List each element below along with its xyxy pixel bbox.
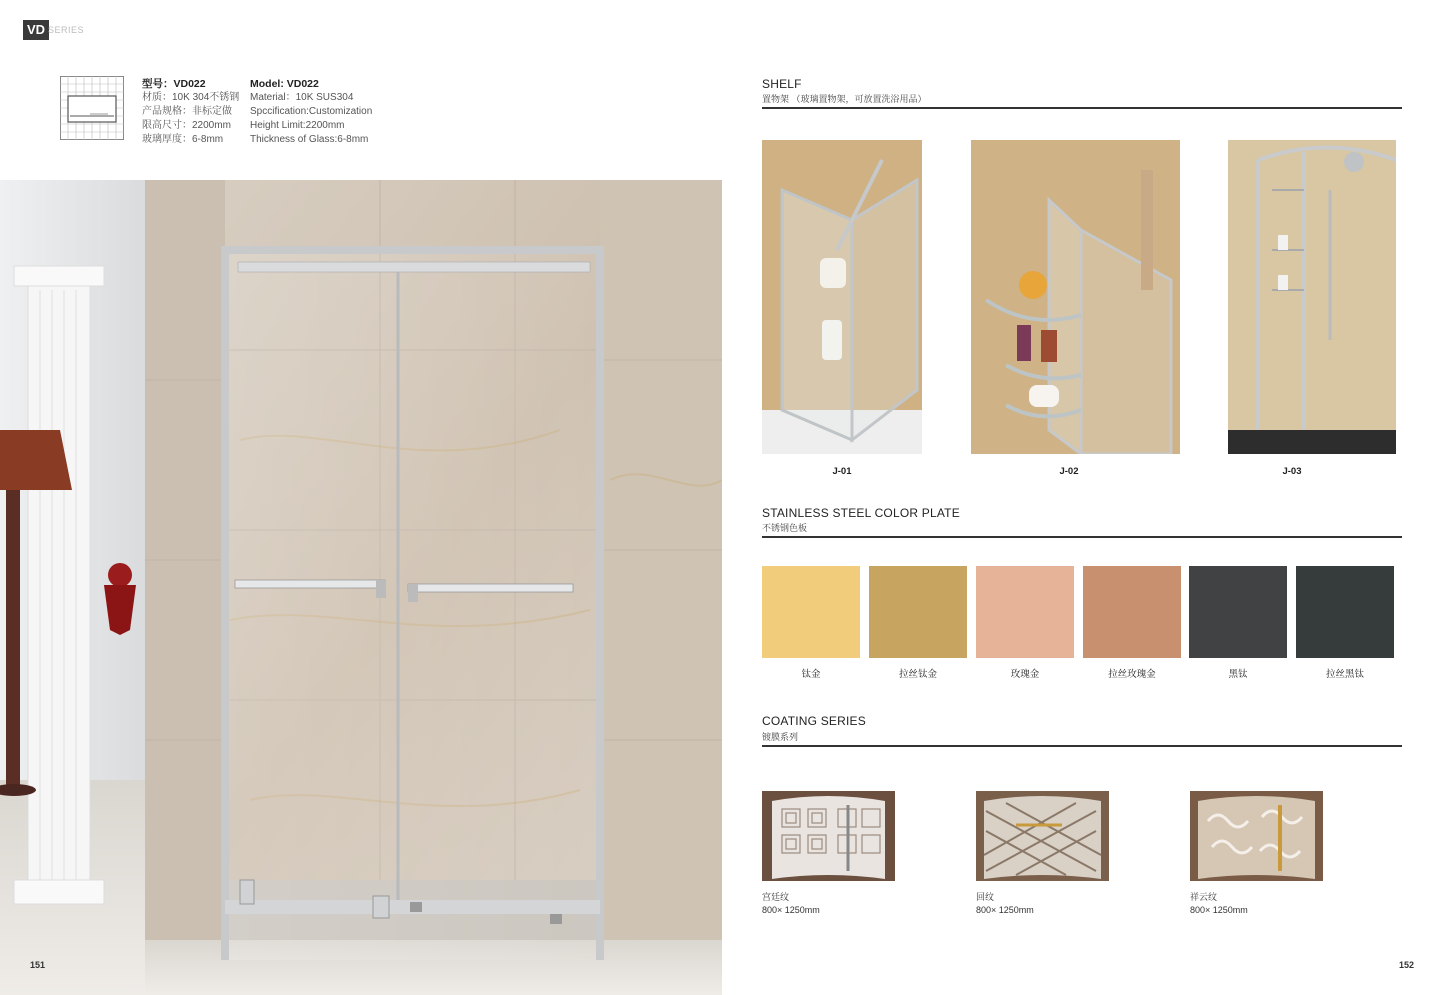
swatch-label: 拉丝玫瑰金 xyxy=(1108,669,1156,680)
spec-line: Material：10K SUS304 xyxy=(250,92,354,103)
coating-size: 800× 1250mm xyxy=(976,905,1034,915)
spec-cn xyxy=(142,77,239,147)
coating-sample-palace xyxy=(762,791,895,881)
coating-name: 祥云纹 xyxy=(1190,892,1218,902)
coating-size: 800× 1250mm xyxy=(762,905,820,915)
swatch-titanium-gold xyxy=(762,566,860,658)
shelf-code: J-03 xyxy=(1282,466,1302,477)
coating-sample-cloud xyxy=(1190,791,1323,881)
coating-title: COATING SERIES xyxy=(762,714,866,728)
coating-name: 回纹 xyxy=(976,892,995,902)
shelf-code: J-01 xyxy=(832,466,852,477)
shelf-code: J-02 xyxy=(1059,466,1079,477)
swatch-label: 黑钛 xyxy=(1228,669,1248,680)
color-plate-divider xyxy=(762,536,1402,538)
coating-subtitle: 镀膜系列 xyxy=(762,732,799,742)
floor-plan-icon xyxy=(60,76,124,140)
spec-line: 限高尺寸：2200mm xyxy=(142,120,231,131)
swatch-label: 拉丝黑钛 xyxy=(1325,669,1364,680)
spec-line: Thickness of Glass:6-8mm xyxy=(250,134,369,145)
swatch-brushed-black-titanium xyxy=(1296,566,1394,658)
color-plate-subtitle: 不锈钢色板 xyxy=(762,523,808,533)
swatch-label: 玫瑰金 xyxy=(1010,669,1040,680)
shelf-photo-j02 xyxy=(971,140,1180,454)
spec-line: Spcсification:Customization xyxy=(250,106,373,117)
series-badge: VD xyxy=(23,20,49,40)
spec-en xyxy=(250,77,372,147)
spec-line: 玻璃厚度：6-8mm xyxy=(142,134,224,145)
coating-name: 宫廷纹 xyxy=(762,892,790,902)
model-title-cn: 型号：VD022 xyxy=(142,78,206,90)
swatch-black-titanium xyxy=(1189,566,1287,658)
series-label: SERIES xyxy=(48,25,85,35)
shelf-photo-j03 xyxy=(1228,140,1396,454)
shelf-title: SHELF xyxy=(762,77,802,91)
swatch-brushed-rose-gold xyxy=(1083,566,1181,658)
color-plate-title: STAINLESS STEEL COLOR PLATE xyxy=(762,506,960,520)
shelf-photo-j01 xyxy=(762,140,922,454)
page-number-right: 152 xyxy=(1399,960,1415,970)
coating-size: 800× 1250mm xyxy=(1190,905,1248,915)
shelf-subtitle: 置物架 （玻璃置物架，可放置洗浴用品） xyxy=(762,94,927,104)
shower-room-photo xyxy=(0,180,722,995)
model-title-en: Model: VD022 xyxy=(250,78,319,90)
shower-illustration xyxy=(0,180,722,995)
coating-divider xyxy=(762,745,1402,747)
swatch-rose-gold xyxy=(976,566,1074,658)
swatch-label: 钛金 xyxy=(801,669,821,680)
swatch-label: 拉丝钛金 xyxy=(898,669,937,680)
coating-sample-fret xyxy=(976,791,1109,881)
swatch-brushed-titanium-gold xyxy=(869,566,967,658)
spec-line: 产品规格：非标定做 xyxy=(142,106,232,117)
page-number-left: 151 xyxy=(30,960,46,970)
shelf-divider xyxy=(762,107,1402,109)
spec-line: 材质：10K 304不锈钢 xyxy=(142,92,240,103)
spec-line: Height Limit:2200mm xyxy=(250,120,345,131)
